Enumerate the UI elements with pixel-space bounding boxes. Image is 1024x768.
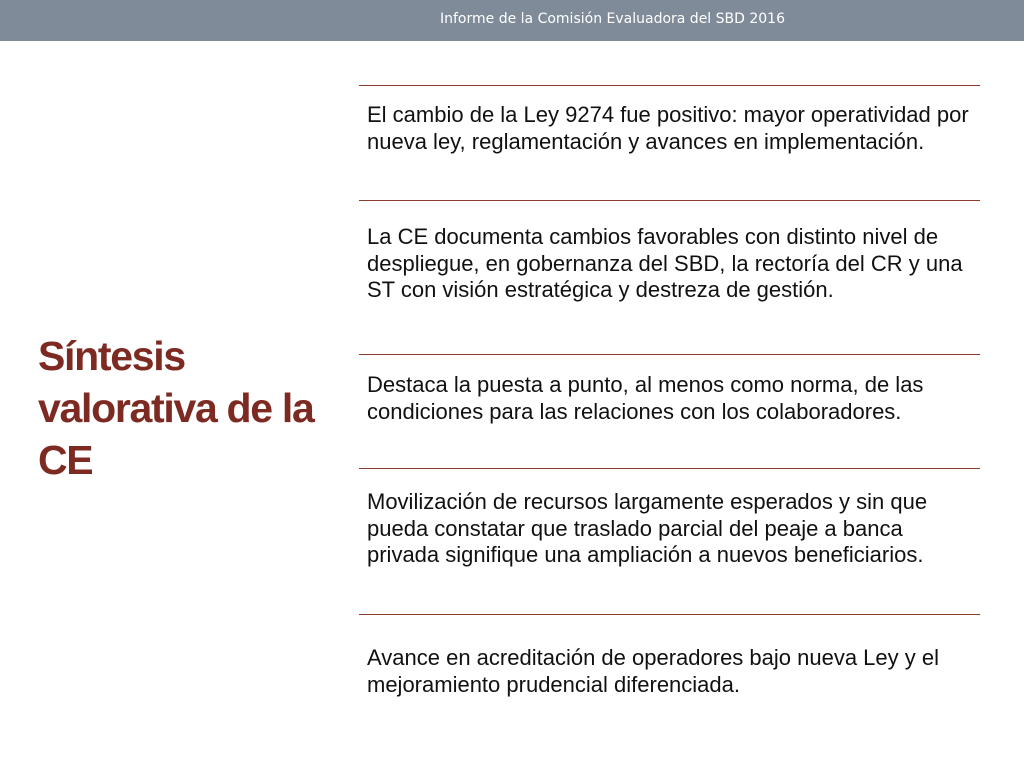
- bullet-point-1: El cambio de la Ley 9274 fue positivo: mayor operatividad por nueva ley, reglamentación y avances en implementación.: [367, 102, 969, 154]
- divider-line: [359, 614, 980, 615]
- divider-line: [359, 200, 980, 201]
- bullet-point-4: Movilización de recursos largamente esperados y sin que pueda constatar que traslado parcial del peaje a banca privada signifique una ampliación a nuevos beneficiarios.: [367, 489, 928, 567]
- slide-title: Síntesis valorativa de la CE: [38, 333, 314, 483]
- bullet-point-2: La CE documenta cambios favorables con distinto nivel de despliegue, en gobernanza del SBD, la rectoría del CR y una ST con visión estratégica y destreza de gestión.: [367, 224, 963, 302]
- bullet-point-3: Destaca la puesta a punto, al menos como norma, de las condiciones para las relaciones con los colaboradores.: [367, 372, 924, 424]
- divider-line: [359, 468, 980, 469]
- divider-line: [359, 354, 980, 355]
- header-title: Informe de la Comisión Evaluadora del SBD 2016: [440, 11, 785, 27]
- bullet-point-5: Avance en acreditación de operadores bajo nueva Ley y el mejoramiento prudencial diferenciada.: [367, 645, 939, 697]
- divider-line: [359, 85, 980, 86]
- header-bar: [0, 0, 1024, 41]
